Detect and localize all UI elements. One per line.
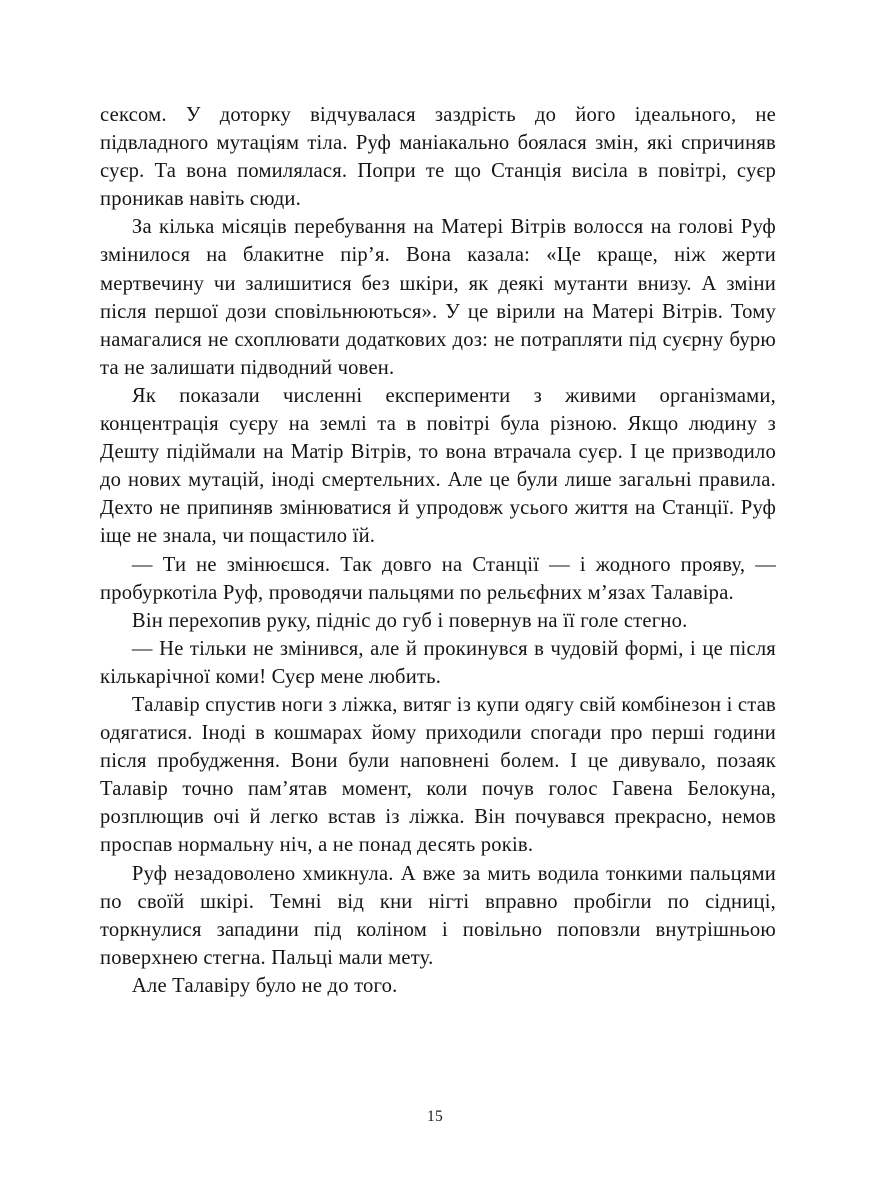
paragraph: Він перехопив руку, підніс до губ і повернув на її голе стегно. [131, 609, 688, 632]
paragraph-dialogue: — Ти не змінюєшся. Так довго на Станції — і жодного прояву, — пробуркотіла Руф, проводячи пальцями по рельєфних м’язах Талавіра. [100, 553, 776, 604]
paragraph: Як показали численні експерименти з живими організмами, концентрація суєру на землі та в повітрі була різною. Якщо людину з Дешту підіймали на Матір Вітрів, то вона втрачала суєр. І це призводило до нових мутацій, іноді смертельних. Але це були лише загальні правила. Дехто не припиняв змінюватися й упродовж усього життя на Станції. Руф іще не знала, чи пощастило їй. [100, 384, 776, 548]
paragraph: Талавір спустив ноги з ліжка, витяг із купи одягу свій комбінезон і став одягатися. Іноді в кошмарах йому приходили спогади про перші години після пробудження. Вони були наповнені болем. І це дивувало, позаяк Талавір точно пам’ятав момент, коли почув голос Гавена Белокуна, розплющив очі й легко встав із ліжка. Він почувався прекрасно, немов проспав нормальну ніч, а не понад десять років. [100, 693, 776, 857]
paragraph-dialogue: — Не тільки не змінився, але й прокинувся в чудовій формі, і це після кількарічної коми! Суєр мене любить. [100, 637, 776, 688]
paragraph: За кілька місяців перебування на Матері Вітрів волосся на голові Руф змінилося на блакитне пір’я. Вона казала: «Це краще, ніж жерти мертвечину чи залишитися без шкіри, як деякі мутанти внизу. А зміни після першої дози сповільнюються». У це вірили на Матері Вітрів. Тому намагалися не схоплювати додаткових доз: не потрапляти під суєрну бурю та не залишати підводний човен. [100, 216, 776, 379]
paragraph: сексом. У доторку відчувалася заздрість до його ідеального, не підвладного мутаціям тіла. Руф маніакально боялася змін, які спричиняв суєр. Та вона помилялася. Попри те що Станція висіла в повітрі, суєр проникав навіть сюди. [100, 104, 776, 211]
page-number: 15 [426, 1108, 444, 1125]
paragraph: Але Талавіру було не до того. [131, 974, 398, 997]
paragraph: Руф незадоволено хмикнула. А вже за мить водила тонкими пальцями по своїй шкірі. Темні від кни нігті вправно пробігли по сідниці, торкнулися западини під коліном і повільно поповзли внутрішньою поверхнею стегна. Пальці мали мету. [100, 862, 776, 969]
body-text-block [100, 101, 776, 1000]
